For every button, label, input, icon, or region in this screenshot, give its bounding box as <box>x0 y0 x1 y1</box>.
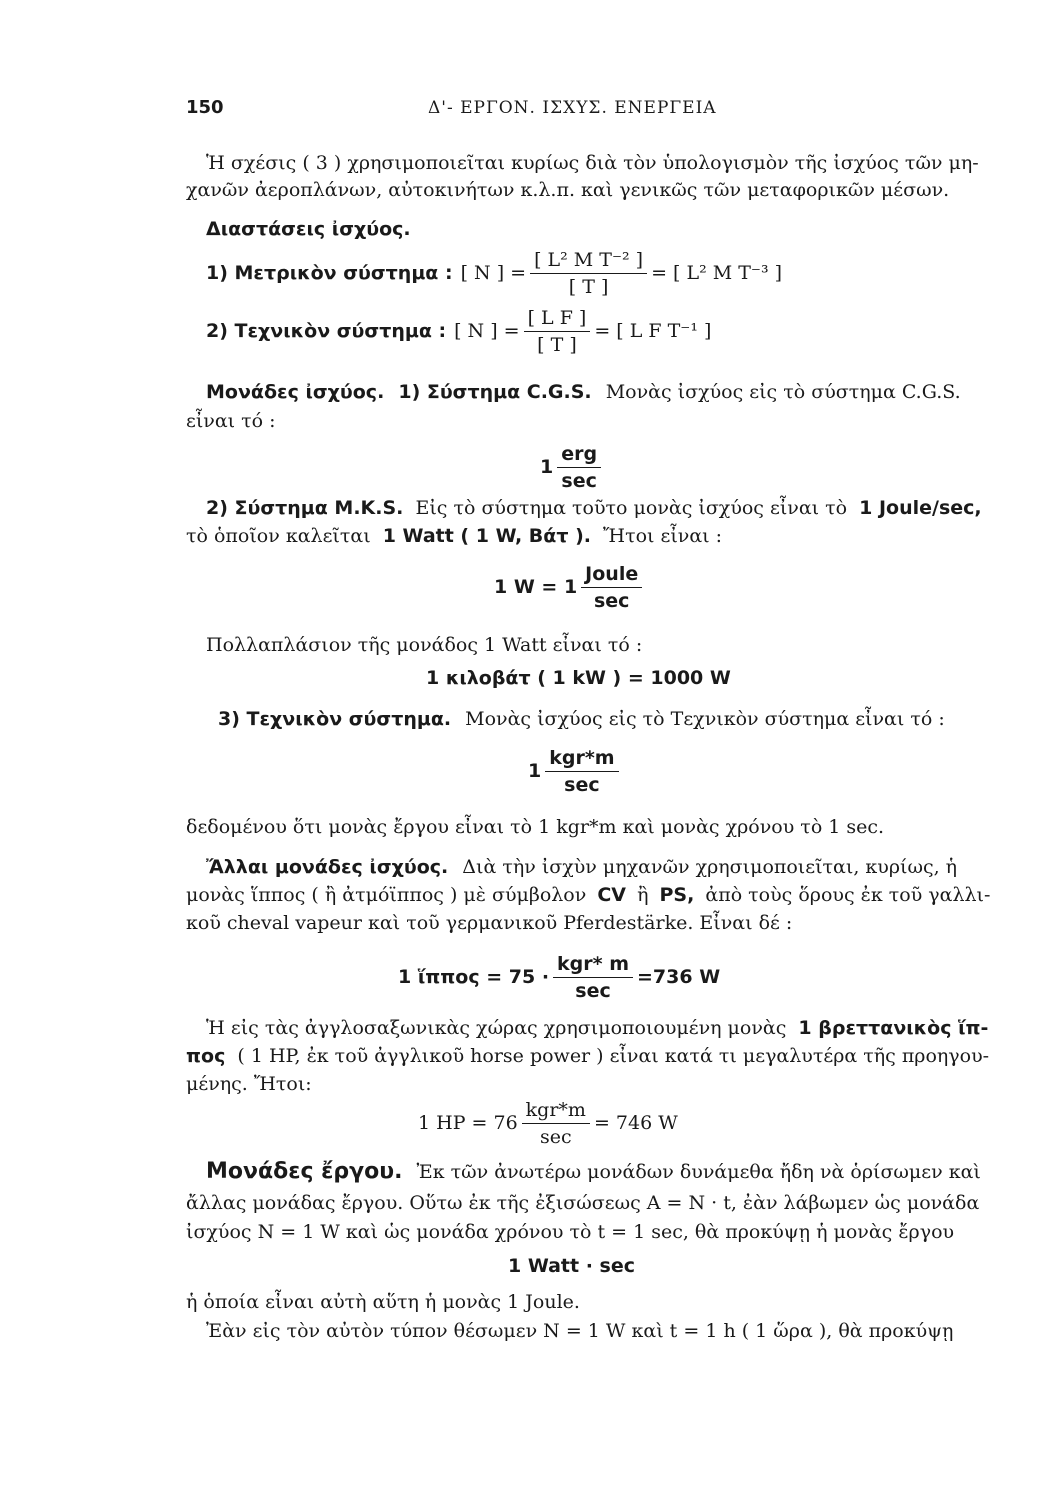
work-units-line-4: ἡ ὁποία εἶναι αὐτὴ αὕτη ἡ μονὰς 1 Joule. <box>186 1291 580 1313</box>
metric-numerator: [ L² M T⁻² ] <box>530 248 647 274</box>
work-units-heading: Μονάδες ἔργου. <box>206 1159 403 1184</box>
british-text-d: ( 1 HP, ἐκ τοῦ ἀγγλικοῦ horse power ) εἶναι κατά τι μεγαλυτέρα τῆς προηγου- <box>237 1045 990 1067</box>
mks-label: 2) Σύστημα M.K.S. <box>206 497 404 519</box>
cgs-text-2: εἶναι τό : <box>186 410 276 432</box>
hp-formula <box>398 950 720 1004</box>
mks-line-2a: τὸ ὁποῖον καλεῖται <box>186 525 371 547</box>
tech-numerator: [ L F ] <box>524 306 591 332</box>
tech-fraction <box>524 306 591 357</box>
cgs-label: 1) Σύστημα C.G.S. <box>398 381 592 403</box>
metric-label: 1) Μετρικὸν σύστημα : <box>206 262 453 284</box>
watt-second: 1 Watt · sec <box>508 1255 636 1277</box>
hp-numerator: kgr* m <box>553 952 633 978</box>
watt-fraction <box>581 562 642 613</box>
intro-line-1: Ἡ σχέσις ( 3 ) χρησιμοποιεῖται κυρίως διὰ τὸν ὑπολογισμὸν τῆς ἰσχύος τῶν μη- <box>206 152 979 174</box>
bhp-rhs: = 746 W <box>593 1112 678 1134</box>
work-units-line-3: ἰσχύος N = 1 W καὶ ὡς μονάδα χρόνου τὸ t = 1 sec, θὰ προκύψῃ ἡ μονὰς ἔργου <box>186 1221 955 1243</box>
other-units-text-2a: μονὰς ἵππος ( ἢ ἀτμόϊππος ) μὲ σύμβολον <box>186 884 587 906</box>
multiple-text: Πολλαπλάσιον τῆς μονάδος 1 Watt εἶναι τό : <box>206 634 643 656</box>
page-number: 150 <box>186 97 224 118</box>
bhp-formula <box>418 1096 678 1150</box>
running-title: Δ'- ΕΡΓΟΝ. ΙΣΧΥΣ. ΕΝΕΡΓΕΙΑ <box>428 98 717 118</box>
hp-denominator: sec <box>575 979 611 1002</box>
cgs-text: Μονὰς ἰσχύος εἰς τὸ σύστημα C.G.S. <box>605 381 961 403</box>
mks-line-2 <box>186 524 722 548</box>
watt-denominator: sec <box>593 589 630 612</box>
mks-line-2c: Ἤτοι εἶναι : <box>603 525 723 547</box>
hp-fraction <box>553 952 633 1003</box>
erg-denominator: sec <box>561 469 597 492</box>
bhp-fraction <box>522 1098 590 1149</box>
hp-lhs: 1 ἵππος = 75 · <box>398 966 550 988</box>
kgrm-fraction <box>545 746 618 797</box>
units-heading: Μονάδες ἰσχύος. <box>206 381 385 403</box>
metric-formula <box>206 246 782 300</box>
british-text-a: Ἡ εἰς τὰς ἀγγλοσαξωνικὰς χώρας χρησιμοποιουμένη μονὰς <box>206 1017 787 1039</box>
cgs-paragraph <box>206 380 961 404</box>
bhp-denominator: sec <box>539 1125 572 1148</box>
work-units-line-5: Ἐὰν εἰς τὸν αὐτὸν τύπον θέσωμεν N = 1 W καὶ t = 1 h ( 1 ὥρα ), θὰ προκύψῃ <box>206 1320 954 1342</box>
tech-unit-text: Μονὰς ἰσχύος εἰς τὸ Τεχνικὸν σύστημα εἶναι τό : <box>465 708 945 730</box>
tech-lhs: [ N ] = <box>454 320 520 342</box>
mks-text: Εἰς τὸ σύστημα τοῦτο μονὰς ἰσχύος εἶναι τὸ <box>415 497 848 519</box>
british-line-2 <box>186 1044 989 1068</box>
other-units-line-3: κοῦ cheval vapeur καὶ τοῦ γερμανικοῦ Pferdestärke. Εἶναι δέ : <box>186 912 793 934</box>
kgrm-coefficient: 1 <box>528 760 542 782</box>
other-units-text-1: Διὰ τὴν ἰσχὺν μηχανῶν χρησιμοποιεῖται, κυρίως, ἡ <box>462 856 958 878</box>
kgrm-numerator: kgr*m <box>545 746 618 772</box>
kgrm-denominator: sec <box>564 773 600 796</box>
mks-unit: 1 Joule/sec, <box>859 497 982 519</box>
metric-fraction <box>530 248 647 299</box>
bhp-numerator: kgr*m <box>522 1098 590 1124</box>
work-units-text-1: Ἐκ τῶν ἀνωτέρω μονάδων δυνάμεθα ἤδη νὰ ὁρίσωμεν καὶ <box>416 1161 981 1183</box>
british-line-1 <box>206 1016 988 1040</box>
british-text-c: πος <box>186 1045 226 1067</box>
erg-fraction <box>557 442 601 493</box>
kilowatt-equation: 1 κιλοβάτ ( 1 kW ) = 1000 W <box>426 667 731 689</box>
watt-lhs: 1 W = 1 <box>494 576 578 598</box>
erg-coefficient: 1 <box>540 456 554 478</box>
erg-numerator: erg <box>557 442 601 468</box>
watt-numerator: Joule <box>581 562 642 588</box>
intro-line-2: χανῶν ἀεροπλάνων, αὐτοκινήτων κ.λ.π. καὶ γενικῶς τῶν μεταφορικῶν μέσων. <box>186 179 950 201</box>
other-units-text-2c: ἢ <box>637 884 649 906</box>
british-text-b: 1 βρεττανικὸς ἵπ- <box>798 1017 989 1039</box>
other-units-line-2 <box>186 883 990 907</box>
other-units-heading: Ἄλλαι μονάδες ἰσχύος. <box>206 856 449 878</box>
metric-denominator: [ T ] <box>568 275 609 298</box>
metric-rhs: = [ L² M T⁻³ ] <box>651 262 783 284</box>
bhp-lhs: 1 HP = 76 <box>418 1112 518 1134</box>
mks-paragraph <box>206 496 982 520</box>
work-units-line-1 <box>206 1160 981 1184</box>
other-units-text-2e: ἀπὸ τοὺς ὅρους ἐκ τοῦ γαλλι- <box>705 884 991 906</box>
tech-unit-label: 3) Τεχνικὸν σύστημα. <box>218 708 452 730</box>
kgrm-formula <box>528 744 623 798</box>
tech-rhs: = [ L F T⁻¹ ] <box>594 320 712 342</box>
hp-rhs: =736 W <box>637 966 721 988</box>
tech-formula <box>206 304 711 358</box>
ps-symbol: PS, <box>659 884 695 906</box>
watt-formula <box>494 560 646 614</box>
british-line-3: μένης. Ἤτοι: <box>186 1073 312 1095</box>
other-units-line-1 <box>206 855 957 879</box>
tech-label: 2) Τεχνικὸν σύστημα : <box>206 320 447 342</box>
erg-formula <box>540 440 605 494</box>
tech-unit-paragraph <box>218 707 945 731</box>
metric-lhs: [ N ] = <box>460 262 527 284</box>
cv-symbol: CV <box>597 884 627 906</box>
mks-line-2b: 1 Watt ( 1 W, Βάτ ). <box>382 525 591 547</box>
tech-unit-note: δεδομένου ὅτι μονὰς ἔργου εἶναι τὸ 1 kgr*m καὶ μονὰς χρόνου τὸ 1 sec. <box>186 816 885 838</box>
tech-denominator: [ T ] <box>537 333 577 356</box>
dimensions-heading: Διαστάσεις ἰσχύος. <box>206 218 411 240</box>
work-units-line-2: ἄλλας μονάδας ἔργου. Οὕτω ἐκ τῆς ἐξισώσεως A = N · t, ἐὰν λάβωμεν ὡς μονάδα <box>186 1192 980 1214</box>
